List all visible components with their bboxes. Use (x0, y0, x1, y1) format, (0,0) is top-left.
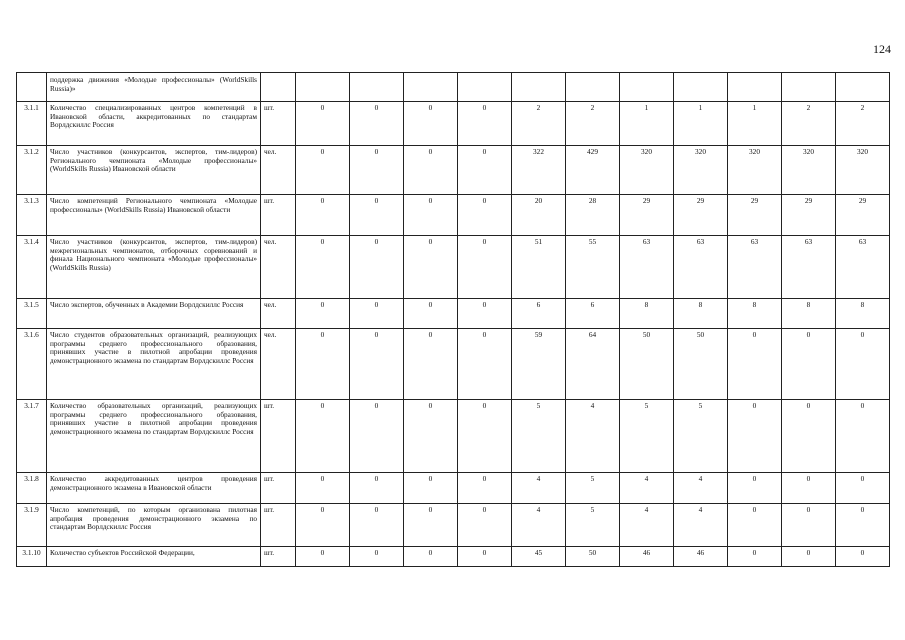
row-value: 0 (782, 504, 836, 547)
row-value: 0 (296, 547, 350, 567)
row-value: 0 (836, 329, 890, 400)
row-value: 8 (728, 299, 782, 329)
row-unit: шт. (261, 473, 296, 504)
row-value: 0 (296, 299, 350, 329)
row-number: 3.1.3 (17, 195, 47, 236)
row-number: 3.1.1 (17, 102, 47, 146)
row-value: 2 (782, 102, 836, 146)
row-value: 0 (782, 329, 836, 400)
row-value: 0 (296, 473, 350, 504)
row-value: 29 (836, 195, 890, 236)
row-value: 320 (782, 146, 836, 195)
row-unit: шт. (261, 547, 296, 567)
row-value: 0 (458, 146, 512, 195)
row-value: 0 (404, 329, 458, 400)
continuation-row (17, 73, 890, 102)
row-value: 0 (296, 329, 350, 400)
row-unit: шт. (261, 400, 296, 473)
row-value: 2 (512, 102, 566, 146)
row-value: 50 (620, 329, 674, 400)
row-value: 63 (728, 236, 782, 299)
row-value: 0 (836, 473, 890, 504)
row-value: 2 (566, 102, 620, 146)
row-number: 3.1.7 (17, 400, 47, 473)
page-number: 124 (873, 42, 891, 56)
row-value: 59 (512, 329, 566, 400)
row-value: 50 (674, 329, 728, 400)
row-value: 5 (512, 400, 566, 473)
row-value: 51 (512, 236, 566, 299)
row-value: 5 (566, 504, 620, 547)
row-value: 4 (512, 473, 566, 504)
table-row (17, 400, 890, 473)
indicators-table (16, 72, 890, 567)
row-value: 55 (566, 236, 620, 299)
row-value: 429 (566, 146, 620, 195)
row-value: 320 (620, 146, 674, 195)
row-value: 322 (512, 146, 566, 195)
row-value: 0 (728, 473, 782, 504)
row-value: 28 (566, 195, 620, 236)
row-description: Число студентов образовательных организаций, реализующих программы среднего профессионального образования, принявших участие в пилотной апробации проведения демонстрационного экзамена по стандартам Ворлдскиллс Россия (47, 329, 261, 400)
row-value: 1 (674, 102, 728, 146)
row-value: 4 (512, 504, 566, 547)
row-number: 3.1.10 (17, 547, 47, 567)
row-unit: чел. (261, 146, 296, 195)
row-description: Число компетенций, по которым организована пилотная апробация проведения демонстрационного экзамена по стандартам Ворлдскиллс Россия (47, 504, 261, 547)
row-value: 63 (782, 236, 836, 299)
table-row (17, 195, 890, 236)
row-value: 4 (566, 400, 620, 473)
row-value: 0 (458, 473, 512, 504)
row-value: 0 (404, 299, 458, 329)
row-value: 0 (404, 102, 458, 146)
row-number (17, 73, 47, 102)
row-description: Число участников (конкурсантов, экспертов, тим-лидеров) межрегиональных чемпионатов, отборочных соревнований и финала Национального чемпионата «Молодые профессионалы» (WorldSkills Russia) (47, 236, 261, 299)
row-value: 8 (836, 299, 890, 329)
row-value: 63 (674, 236, 728, 299)
row-value: 0 (458, 195, 512, 236)
row-value: 0 (728, 329, 782, 400)
row-value: 0 (404, 547, 458, 567)
row-value: 2 (836, 102, 890, 146)
row-value: 320 (728, 146, 782, 195)
row-number: 3.1.8 (17, 473, 47, 504)
row-unit: шт. (261, 195, 296, 236)
row-unit: шт. (261, 504, 296, 547)
row-value: 29 (674, 195, 728, 236)
row-description: Количество образовательных организаций, реализующих программы среднего профессионального образования, принявших участие в пилотной апробации проведения демонстрационного экзамена по стандартам Ворлдскиллс Россия (47, 400, 261, 473)
row-value: 8 (674, 299, 728, 329)
row-value: 50 (566, 547, 620, 567)
row-value: 0 (458, 102, 512, 146)
row-value: 0 (350, 195, 404, 236)
row-value: 0 (296, 400, 350, 473)
row-value: 5 (620, 400, 674, 473)
row-value: 4 (674, 504, 728, 547)
row-value: 0 (836, 504, 890, 547)
row-value: 320 (836, 146, 890, 195)
row-value: 0 (404, 473, 458, 504)
table-row (17, 473, 890, 504)
row-value: 0 (458, 504, 512, 547)
row-value: 8 (782, 299, 836, 329)
row-number: 3.1.6 (17, 329, 47, 400)
row-description: поддержка движения «Молодые профессионалы» (WorldSkills Russia)» (47, 73, 261, 102)
row-value: 0 (728, 547, 782, 567)
table-row (17, 299, 890, 329)
row-description: Количество специализированных центров компетенций в Ивановской области, аккредитованных по стандартам Ворлдскиллс Россия (47, 102, 261, 146)
row-value: 63 (836, 236, 890, 299)
row-value: 0 (404, 146, 458, 195)
row-value: 0 (458, 236, 512, 299)
row-value: 0 (782, 547, 836, 567)
row-value: 320 (674, 146, 728, 195)
table-row (17, 102, 890, 146)
row-value: 0 (350, 329, 404, 400)
row-description: Количество аккредитованных центров проведения демонстрационного экзамена в Ивановской области (47, 473, 261, 504)
row-value: 0 (350, 547, 404, 567)
row-unit: чел. (261, 299, 296, 329)
row-number: 3.1.2 (17, 146, 47, 195)
row-value: 63 (620, 236, 674, 299)
row-number: 3.1.5 (17, 299, 47, 329)
table-row (17, 504, 890, 547)
table-row (17, 236, 890, 299)
row-value: 64 (566, 329, 620, 400)
row-value: 29 (782, 195, 836, 236)
row-value: 0 (458, 299, 512, 329)
row-value: 6 (512, 299, 566, 329)
row-unit: чел. (261, 329, 296, 400)
row-value: 0 (350, 400, 404, 473)
row-value: 1 (620, 102, 674, 146)
row-value: 0 (782, 400, 836, 473)
row-number: 3.1.9 (17, 504, 47, 547)
row-description: Число экспертов, обученных в Академии Ворлдскиллс Россия (47, 299, 261, 329)
row-value: 0 (728, 400, 782, 473)
row-value: 0 (296, 195, 350, 236)
row-value: 46 (620, 547, 674, 567)
row-value: 0 (404, 195, 458, 236)
row-value: 20 (512, 195, 566, 236)
row-value: 0 (404, 400, 458, 473)
row-value: 0 (296, 504, 350, 547)
row-value: 6 (566, 299, 620, 329)
row-value: 0 (836, 400, 890, 473)
row-value: 0 (350, 299, 404, 329)
row-value: 0 (296, 102, 350, 146)
row-value: 45 (512, 547, 566, 567)
row-value: 0 (296, 146, 350, 195)
row-value: 5 (566, 473, 620, 504)
row-value: 8 (620, 299, 674, 329)
row-value: 46 (674, 547, 728, 567)
row-value: 4 (674, 473, 728, 504)
row-value: 5 (674, 400, 728, 473)
table-row (17, 146, 890, 195)
row-value: 0 (458, 547, 512, 567)
row-value: 0 (458, 400, 512, 473)
row-number: 3.1.4 (17, 236, 47, 299)
row-unit: шт. (261, 102, 296, 146)
row-value: 0 (350, 473, 404, 504)
row-value: 0 (350, 504, 404, 547)
table-row (17, 329, 890, 400)
row-value: 0 (404, 504, 458, 547)
row-value: 1 (728, 102, 782, 146)
row-unit: чел. (261, 236, 296, 299)
row-value: 0 (836, 547, 890, 567)
row-value: 0 (728, 504, 782, 547)
table-row (17, 547, 890, 567)
row-value: 4 (620, 504, 674, 547)
row-value: 0 (458, 329, 512, 400)
row-value: 0 (782, 473, 836, 504)
row-value: 0 (350, 236, 404, 299)
row-value: 0 (296, 236, 350, 299)
row-value: 0 (404, 236, 458, 299)
row-description: Количество субъектов Российской Федерации, (47, 547, 261, 567)
row-value: 0 (350, 146, 404, 195)
row-value: 29 (728, 195, 782, 236)
row-description: Число компетенций Регионального чемпионата «Молодые профессионалы» (WorldSkills Russia) Ивановской области (47, 195, 261, 236)
row-value: 0 (350, 102, 404, 146)
row-description: Число участников (конкурсантов, экспертов, тим-лидеров) Регионального чемпионата «Молодые профессионалы» (WorldSkills Russia) Ивановской области (47, 146, 261, 195)
row-value: 4 (620, 473, 674, 504)
row-value: 29 (620, 195, 674, 236)
